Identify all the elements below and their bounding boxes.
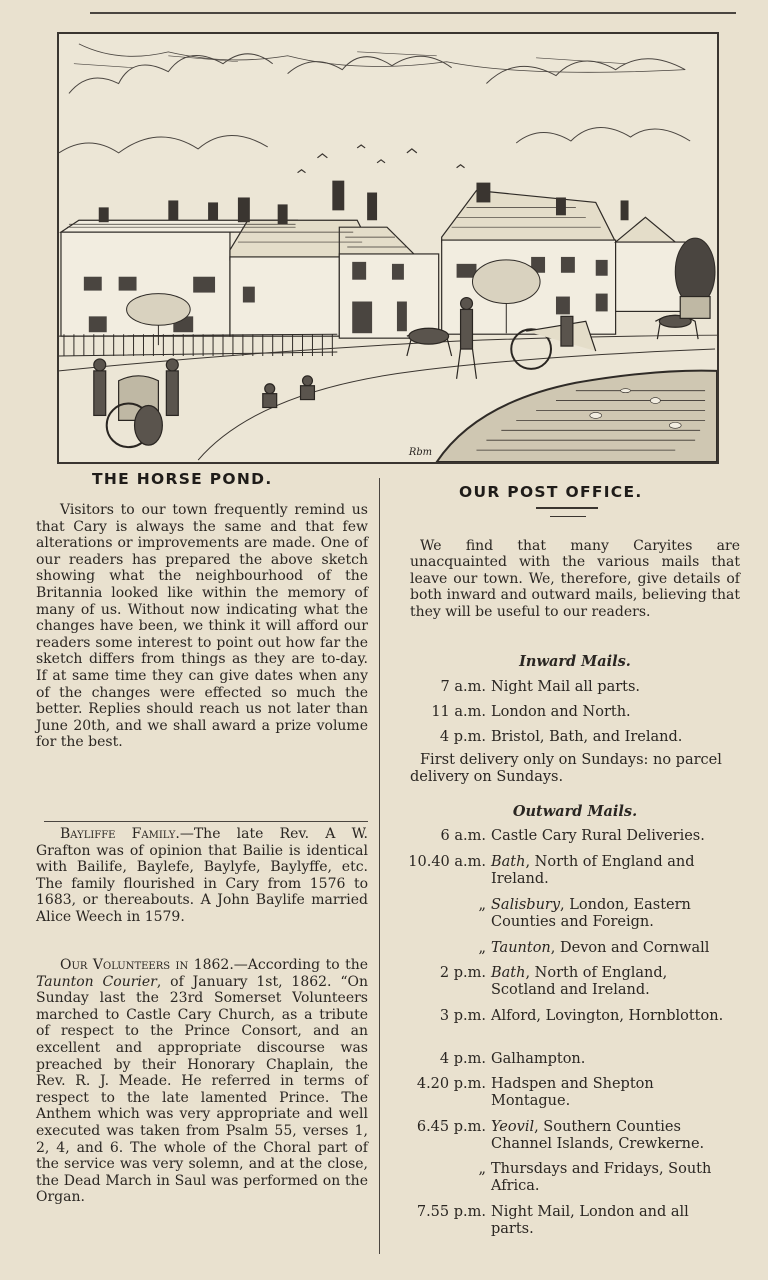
volunteers-text-after: , of January 1st, 1862. “On Sunday last the 23rd Somerset Volunteers marched to Castle Cary Church, as a tribute of respect to the Prince Consort, and an excellent and appropriate discourse was preached by their Honorary Chaplain, the Rev. R. J. Meade. He referred in terms of respect to the late lamented Prince. The Anthem which was very appropriate and well executed was taken from Psalm 55, verses 1, 2, 4, and 6. The whole of the Choral part of the service was very solemn, and at the close, the Dead March in Saul was performed on the Organ. <box>36 973 368 1206</box>
outward-rest: , Devon and Cornwall <box>550 940 710 956</box>
top-rule <box>90 12 736 14</box>
outward-mails-heading: Outward Mails. <box>512 803 638 820</box>
outward-desc: Night Mail, London and all parts. <box>491 1204 689 1237</box>
volunteers-article <box>36 957 368 1206</box>
sketch-pond <box>437 371 717 462</box>
heading-ornament-rule-short <box>550 516 586 517</box>
volunteers-paragraph <box>36 957 368 1206</box>
illustration-signature: Rbm <box>408 447 433 459</box>
sketch-birds <box>298 145 465 173</box>
outward-desc <box>491 897 735 931</box>
outward-time: „ <box>478 897 486 913</box>
heading-ornament-rule <box>536 507 598 509</box>
outward-desc <box>491 965 735 999</box>
horse-pond-heading: THE HORSE POND. <box>92 470 273 488</box>
outward-rest: , London, Eastern Counties and Foreign. <box>491 897 691 930</box>
section-divider <box>44 821 368 822</box>
outward-time: 6.45 p.m. <box>416 1119 486 1135</box>
inward-time: 7 a.m. <box>440 679 486 695</box>
outward-time: 4.20 p.m. <box>416 1076 486 1092</box>
volunteers-title: Our Volunteers in 1862. <box>60 957 234 973</box>
outward-time: „ <box>478 1161 486 1177</box>
inward-mails-heading: Inward Mails. <box>519 653 631 670</box>
outward-time: 10.40 a.m. <box>408 854 486 870</box>
outward-place: Yeovil <box>491 1119 535 1135</box>
outward-place: Salisbury <box>491 897 561 913</box>
bayliffe-article <box>36 826 368 926</box>
horse-pond-paragraph: Visitors to our town frequently remind us that Cary is always the same and that few alterations or improvements are made. One of our readers has prepared the above sketch showing what the neighbourhood of the Britannia looked like within the memory of many of us. Without now indicating what the changes have been, we think it will afford our readers some interest to point out how far the sketch differs from things as they are to-day. If at same time they can give dates when any of the changes were effected so much the better. Replies should reach us not later than June 20th, and we shall award a prize volume for the best. <box>36 502 368 751</box>
horse-pond-article <box>36 502 368 751</box>
bayliffe-title: Bayliffe Family. <box>60 826 180 842</box>
outward-desc <box>491 854 735 888</box>
outward-desc: Galhampton. <box>491 1051 586 1067</box>
post-office-heading: OUR POST OFFICE. <box>459 483 643 501</box>
outward-desc: Alford, Lovington, Hornblotton. <box>491 1008 724 1024</box>
bayliffe-paragraph <box>36 826 368 926</box>
inward-time: 4 p.m. <box>439 729 486 745</box>
outward-desc <box>491 940 735 957</box>
outward-time: 7.55 p.m. <box>416 1204 486 1220</box>
outward-desc: Thursdays and Fridays, South Africa. <box>491 1161 712 1194</box>
outward-time: 4 p.m. <box>439 1051 486 1067</box>
sketch-fence <box>59 334 337 356</box>
outward-rest: , North of England and Ireland. <box>491 854 695 887</box>
outward-desc: Castle Cary Rural Deliveries. <box>491 828 705 844</box>
outward-desc <box>491 1119 735 1153</box>
inward-desc: Night Mail all parts. <box>491 679 641 695</box>
horse-pond-illustration <box>57 32 719 464</box>
outward-time: 2 p.m. <box>439 965 486 981</box>
column-divider <box>379 478 380 1254</box>
inward-time: 11 a.m. <box>431 704 486 720</box>
sketch-clouds <box>59 44 690 153</box>
sketch-road-edge <box>59 335 717 371</box>
outward-time: „ <box>478 940 486 956</box>
sunday-note: First delivery only on Sundays: no parcel delivery on Sundays. <box>410 752 722 785</box>
inward-desc: London and North. <box>491 704 631 720</box>
sketch-svg <box>59 34 717 462</box>
outward-rest: , Southern Counties Channel Islands, Crewkerne. <box>491 1119 705 1152</box>
post-office-intro-text: We find that many Caryites are unacquainted with the various mails that leave our town. We, therefore, give details of both inward and outward mails, believing that they will be useful to our readers. <box>410 538 740 620</box>
bayliffe-text: —The late Rev. A W. Grafton was of opinion that Bailie is identical with Bailife, Baylefe, Baylyfe, Baylyffe, etc. The family flourished in Cary from 1576 to 1683, or thereabouts. A John Baylife married Alice Weech in 1579. <box>36 826 368 925</box>
outward-place: Bath <box>491 965 526 981</box>
outward-rest: , North of England, Scotland and Ireland. <box>491 965 668 998</box>
outward-place: Taunton <box>491 940 551 956</box>
outward-time: 3 p.m. <box>439 1008 486 1024</box>
inward-desc: Bristol, Bath, and Ireland. <box>491 729 683 745</box>
post-office-intro <box>410 538 740 620</box>
outward-time: 6 a.m. <box>440 828 486 844</box>
volunteers-source: Taunton Courier <box>36 973 157 990</box>
outward-desc: Hadspen and Shepton Montague. <box>491 1076 654 1109</box>
outward-place: Bath <box>491 854 526 870</box>
volunteers-text-before: —According to the <box>233 957 369 973</box>
